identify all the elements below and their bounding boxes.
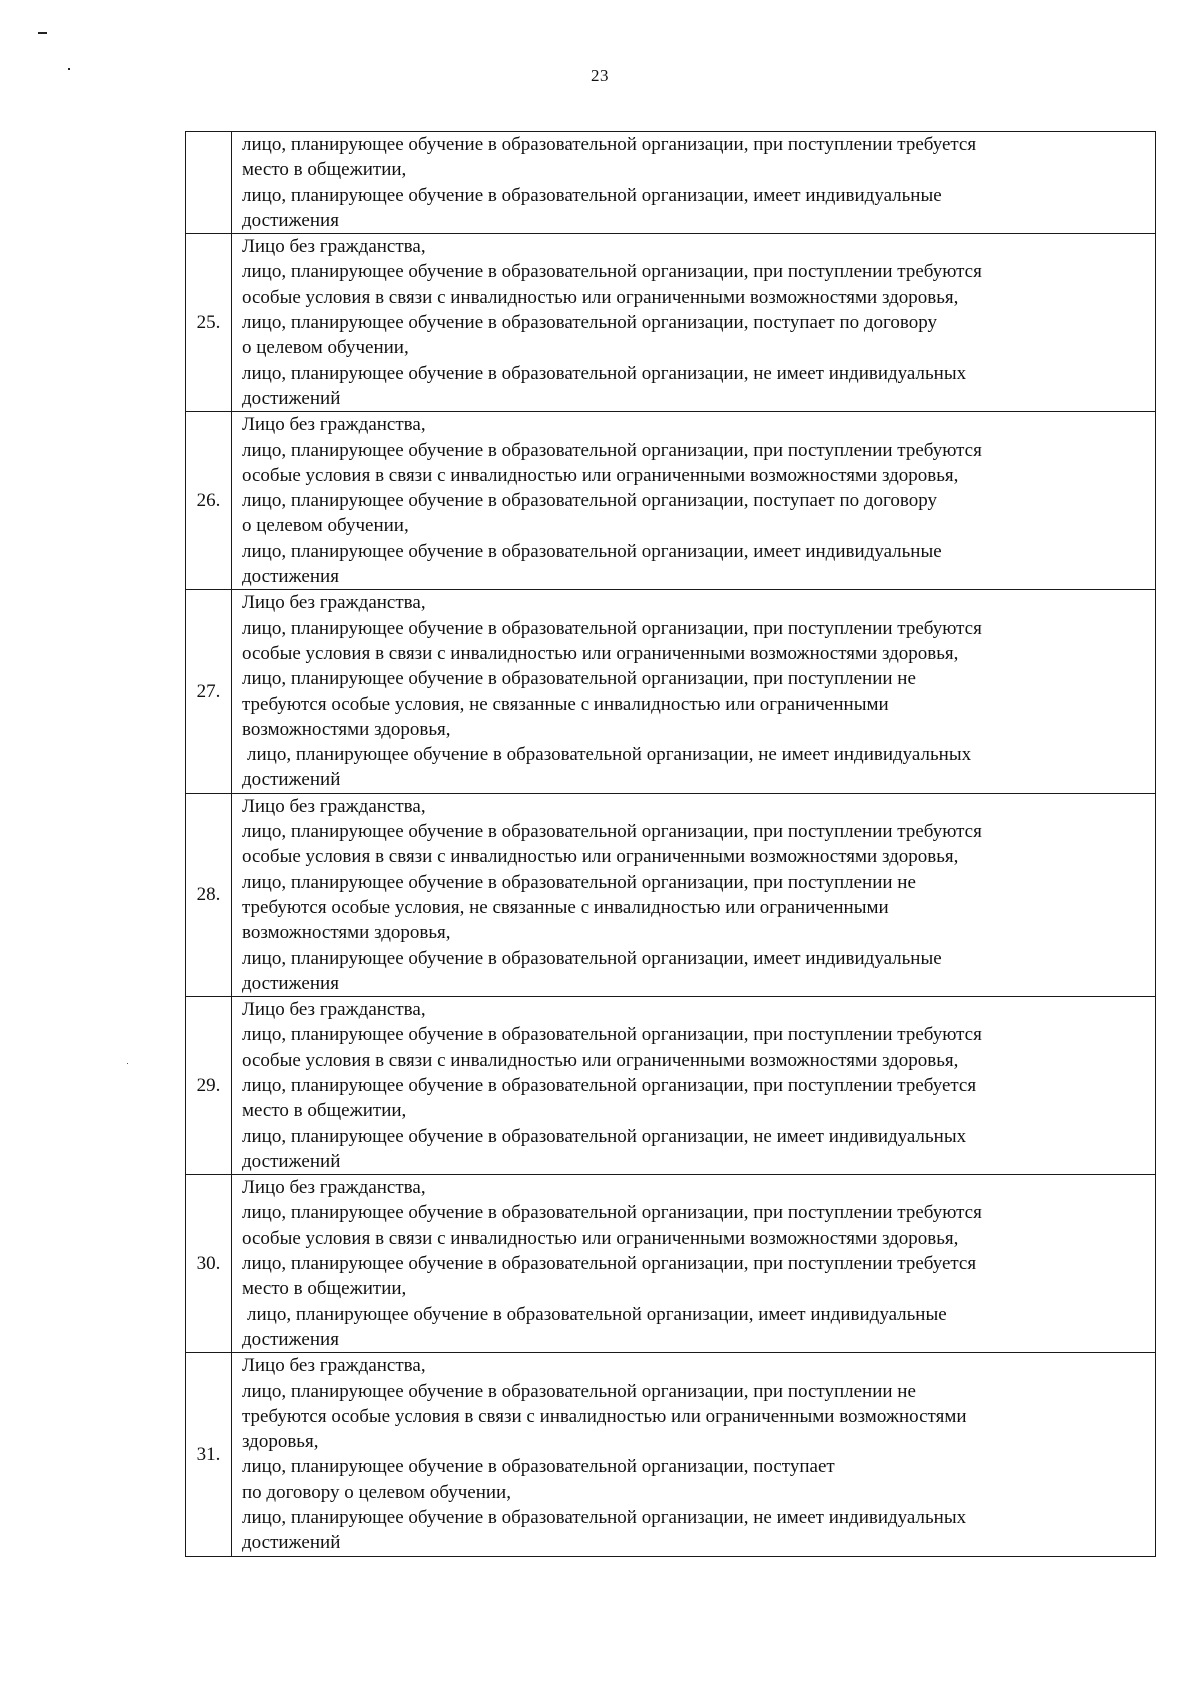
row-number: 25. xyxy=(186,234,232,412)
description-line: достижения xyxy=(242,566,339,588)
description-line: лицо, планирующее обучение в образовательной организации, при поступлении требуется xyxy=(242,1074,977,1096)
table-row xyxy=(186,793,1156,996)
description-line: лицо, планирующее обучение в образовательной организации, при поступлении требуются xyxy=(242,439,982,461)
description-line: о целевом обучении, xyxy=(242,337,409,359)
description-line: место в общежитии, xyxy=(242,1100,407,1122)
description-line: о целевом обучении, xyxy=(242,515,409,537)
table-row xyxy=(186,590,1156,793)
description-line: лицо, планирующее обучение в образовательной организации, при поступлении требуется xyxy=(242,1253,977,1275)
description-line: лицо, планирующее обучение в образовательной организации, не имеет индивидуальных xyxy=(242,362,967,384)
description-line: место в общежитии, xyxy=(242,1278,407,1300)
criteria-table xyxy=(185,131,1156,1557)
row-description xyxy=(232,997,1156,1175)
row-description xyxy=(232,1353,1156,1556)
description-line: особые условия в связи с инвалидностью или ограниченными возможностями здоровья, xyxy=(242,1227,959,1249)
table-row xyxy=(186,997,1156,1175)
description-line: особые условия в связи с инвалидностью или ограниченными возможностями здоровья, xyxy=(242,846,959,868)
description-line: по договору о целевом обучении, xyxy=(242,1481,511,1503)
page-number: 23 xyxy=(591,66,609,85)
description-line: Лицо без гражданства, xyxy=(242,414,426,436)
row-description xyxy=(232,1175,1156,1353)
description-line: Лицо без гражданства, xyxy=(242,592,426,614)
row-number: 29. xyxy=(186,997,232,1175)
description-line: Лицо без гражданства, xyxy=(242,795,426,817)
description-line: лицо, планирующее обучение в образовательной организации, при поступлении требуются xyxy=(242,821,982,843)
description-line: лицо, планирующее обучение в образовательной организации, при поступлении не xyxy=(242,871,916,893)
description-line: требуются особые условия, не связанные с инвалидностью или ограниченными xyxy=(242,693,889,715)
description-line: достижения xyxy=(242,209,339,231)
table-row xyxy=(186,234,1156,412)
description-line: здоровья, xyxy=(242,1431,319,1453)
description-line: место в общежитии, xyxy=(242,159,407,181)
description-line: достижений xyxy=(242,1150,341,1172)
description-line: требуются особые условия в связи с инвалидностью или ограниченными возможностями xyxy=(242,1405,967,1427)
description-line: лицо, планирующее обучение в образовательной организации, при поступлении требуются xyxy=(242,617,982,639)
description-line: лицо, планирующее обучение в образовательной организации, поступает xyxy=(242,1456,835,1478)
description-line: Лицо без гражданства, xyxy=(242,1177,426,1199)
row-number: 27. xyxy=(186,590,232,793)
description-line: лицо, планирующее обучение в образовательной организации, поступает по договору xyxy=(242,312,937,334)
description-line: достижения xyxy=(242,1328,339,1350)
row-description xyxy=(232,793,1156,996)
description-line: достижения xyxy=(242,972,339,994)
row-number xyxy=(186,132,232,234)
description-line: лицо, планирующее обучение в образовательной организации, не имеет индивидуальных xyxy=(242,1125,967,1147)
description-line: достижений xyxy=(242,1532,341,1554)
scan-dot xyxy=(127,1063,128,1064)
description-line: лицо, планирующее обучение в образовательной организации, при поступлении требуется xyxy=(242,134,977,155)
description-line: лицо, планирующее обучение в образовательной организации, имеет индивидуальные xyxy=(242,540,942,562)
description-line: особые условия в связи с инвалидностью или ограниченными возможностями здоровья, xyxy=(242,642,959,664)
row-number: 28. xyxy=(186,793,232,996)
row-description xyxy=(232,412,1156,590)
table-row xyxy=(186,412,1156,590)
row-number: 26. xyxy=(186,412,232,590)
row-number: 31. xyxy=(186,1353,232,1556)
table-row xyxy=(186,1175,1156,1353)
description-line: достижений xyxy=(242,769,341,791)
description-line: лицо, планирующее обучение в образовательной организации, имеет индивидуальные xyxy=(247,1303,947,1325)
table-row xyxy=(186,132,1156,234)
table-body xyxy=(186,132,1156,1557)
description-line: лицо, планирующее обучение в образовательной организации, при поступлении не xyxy=(242,1380,916,1402)
description-line: Лицо без гражданства, xyxy=(242,1355,426,1377)
scan-mark xyxy=(38,32,47,34)
description-line: лицо, планирующее обучение в образовательной организации, имеет индивидуальные xyxy=(242,947,942,969)
description-line: возможностями здоровья, xyxy=(242,922,451,944)
description-line: лицо, планирующее обучение в образовательной организации, имеет индивидуальные xyxy=(242,184,942,206)
description-line: лицо, планирующее обучение в образовательной организации, при поступлении не xyxy=(242,668,916,690)
description-line: возможностями здоровья, xyxy=(242,718,451,740)
description-line: особые условия в связи с инвалидностью или ограниченными возможностями здоровья, xyxy=(242,286,959,308)
row-number: 30. xyxy=(186,1175,232,1353)
description-line: Лицо без гражданства, xyxy=(242,999,426,1021)
description-line: лицо, планирующее обучение в образовательной организации, при поступлении требуются xyxy=(242,1202,982,1224)
description-line: требуются особые условия, не связанные с инвалидностью или ограниченными xyxy=(242,896,889,918)
description-line: особые условия в связи с инвалидностью или ограниченными возможностями здоровья, xyxy=(242,1049,959,1071)
description-line: лицо, планирующее обучение в образовательной организации, при поступлении требуются xyxy=(242,1024,982,1046)
description-line: особые условия в связи с инвалидностью или ограниченными возможностями здоровья, xyxy=(242,464,959,486)
description-line: лицо, планирующее обучение в образовательной организации, при поступлении требуются xyxy=(242,261,982,283)
description-line: Лицо без гражданства, xyxy=(242,236,426,258)
row-description xyxy=(232,132,1156,234)
row-description xyxy=(232,234,1156,412)
description-line: лицо, планирующее обучение в образовательной организации, поступает по договору xyxy=(242,490,937,512)
table-row xyxy=(186,1353,1156,1556)
description-line: лицо, планирующее обучение в образовательной организации, не имеет индивидуальных xyxy=(247,744,972,766)
description-line: лицо, планирующее обучение в образовательной организации, не имеет индивидуальных xyxy=(242,1507,967,1529)
description-line: достижений xyxy=(242,387,341,409)
row-description xyxy=(232,590,1156,793)
